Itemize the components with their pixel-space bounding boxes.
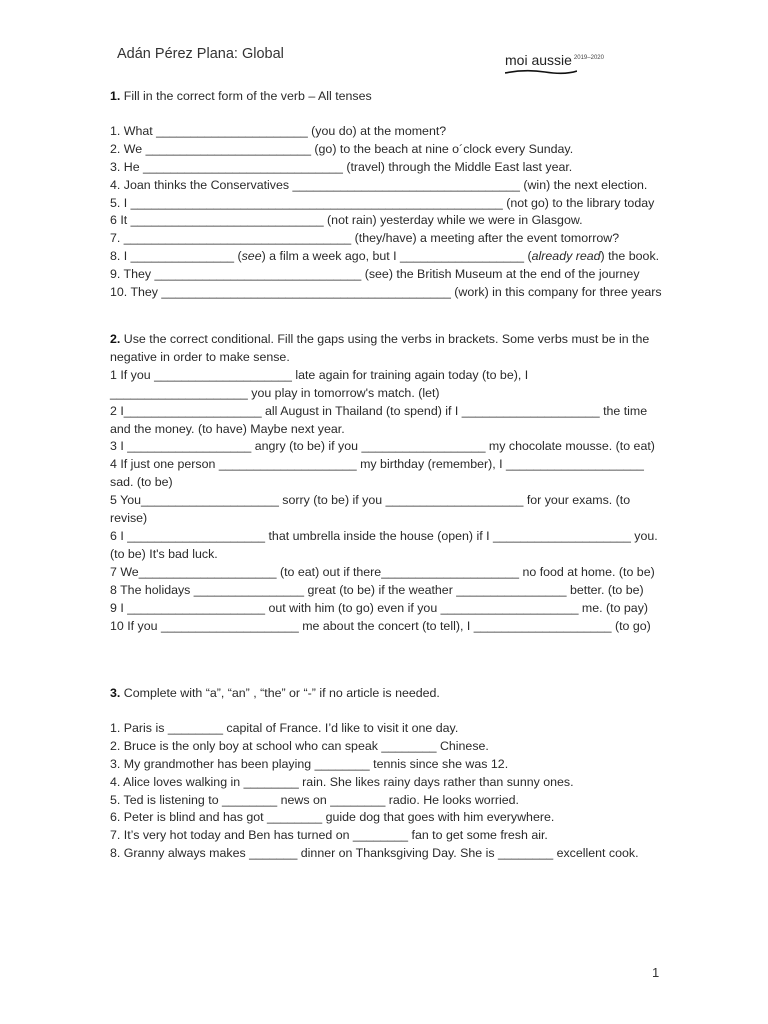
exercise-item: 3 I __________________ angry (to be) if you __________________ my chocolate mousse. (to eat)	[110, 439, 655, 454]
exercise-item: 8. Granny always makes _______ dinner on Thanksgiving Day. She is ________ excellent cook.	[110, 846, 639, 861]
exercise-item: 7. _________________________________ (they/have) a meeting after the event tomorrow?	[110, 231, 620, 246]
exercise-1	[110, 88, 660, 302]
author-header: Adán Pérez Plana: Global	[117, 46, 284, 62]
exercise-1-items	[110, 123, 660, 302]
exercise-1-instruction: Fill in the correct form of the verb – All tenses	[120, 89, 372, 103]
page-number: 1	[652, 965, 660, 980]
exercise-3-items	[110, 720, 660, 863]
exercise-item: 2. We ________________________ (go) to the beach at nine o´clock every Sunday.	[110, 141, 574, 156]
exercise-1-heading	[110, 88, 660, 106]
exercise-1-number: 1.	[110, 89, 121, 103]
exercise-item: 10. They __________________________________________ (work) in this company for three years	[110, 285, 662, 300]
exercise-item: 10 If you ____________________ me about the concert (to tell), I ____________________ (to go)	[110, 618, 651, 633]
exercise-item-8	[110, 248, 660, 266]
exercise-item: 6 It ____________________________ (not rain) yesterday while we were in Glasgow.	[110, 213, 583, 228]
item8-already-read: already read	[531, 249, 601, 264]
exercise-item: 8 The holidays ________________ great (to be) if the weather ________________ better. (to be)	[110, 582, 644, 597]
exercise-item: 1. What ______________________ (you do) at the moment?	[110, 123, 447, 138]
exercise-item: 7. It’s very hot today and Ben has turned on ________ fan to get some fresh air.	[110, 828, 548, 843]
exercise-item: 4 If just one person ____________________ my birthday (remember), I ____________________ sad. (to be)	[110, 457, 644, 490]
exercise-2-items	[110, 367, 660, 636]
exercise-item: 9. They ______________________________ (see) the British Museum at the end of the journey	[110, 267, 640, 282]
exercise-item: 1 If you ____________________ late again for training again today (to be), I ____________________ you play in tomorrow's match. (let)	[110, 367, 529, 400]
exercise-2-instruction: Use the correct conditional. Fill the gaps using the verbs in brackets. Some verbs must be in the negative in order to make sense.	[110, 332, 650, 364]
exercise-item: 1. Paris is ________ capital of France. I’d like to visit it one day.	[110, 720, 459, 735]
item8-middle: ) a film a week ago, but I __________________ (	[261, 249, 532, 264]
exercise-2	[110, 331, 660, 635]
exercise-item: 3. My grandmother has been playing ________ tennis since she was 12.	[110, 756, 509, 771]
exercise-item: 7 We____________________ (to eat) out if there____________________ no food at home. (to be)	[110, 564, 655, 579]
exercise-item: 3. He _____________________________ (travel) through the Middle East last year.	[110, 159, 573, 174]
exercise-item: 5. Ted is listening to ________ news on ________ radio. He looks worried.	[110, 792, 519, 807]
logo-swoosh-icon	[505, 68, 577, 76]
exercise-2-heading	[110, 331, 660, 367]
exercise-item: 6 I ____________________ that umbrella inside the house (open) if I ____________________ you. (to be) It's bad luck.	[110, 528, 658, 561]
exercise-item: 6. Peter is blind and has got ________ guide dog that goes with him everywhere.	[110, 810, 555, 825]
item8-start: 8. I _______________ (	[110, 249, 242, 264]
exercise-item: 5. I ______________________________________________________ (not go) to the library today	[110, 195, 655, 210]
logo-text: moi aussie	[505, 52, 572, 68]
exercise-item: 4. Joan thinks the Conservatives _________________________________ (win) the next election.	[110, 177, 648, 192]
item8-see: see	[241, 249, 262, 264]
exercise-3-heading	[110, 685, 660, 703]
exercise-item: 9 I ____________________ out with him (to go) even if you ____________________ me. (to pay)	[110, 600, 649, 615]
exercise-2-number: 2.	[110, 332, 121, 346]
exercise-item: 2 I____________________ all August in Thailand (to spend) if I ____________________ the time and the money. (to have) Maybe next year.	[110, 403, 648, 436]
exercise-item: 2. Bruce is the only boy at school who can speak ________ Chinese.	[110, 738, 489, 753]
exercise-item: 4. Alice loves walking in ________ rain. She likes rainy days rather than sunny ones.	[110, 774, 574, 789]
moi-aussie-logo	[505, 52, 604, 68]
exercise-3-number: 3.	[110, 686, 121, 700]
exercise-item: 5 You____________________ sorry (to be) if you ____________________ for your exams. (to revise)	[110, 493, 631, 526]
exercise-3-instruction: Complete with “a”, “an” , “the” or “-” if no article is needed.	[120, 686, 440, 700]
exercise-3	[110, 685, 660, 863]
logo-years: 2019–2020	[573, 55, 604, 62]
item8-end: ) the book.	[600, 249, 660, 264]
